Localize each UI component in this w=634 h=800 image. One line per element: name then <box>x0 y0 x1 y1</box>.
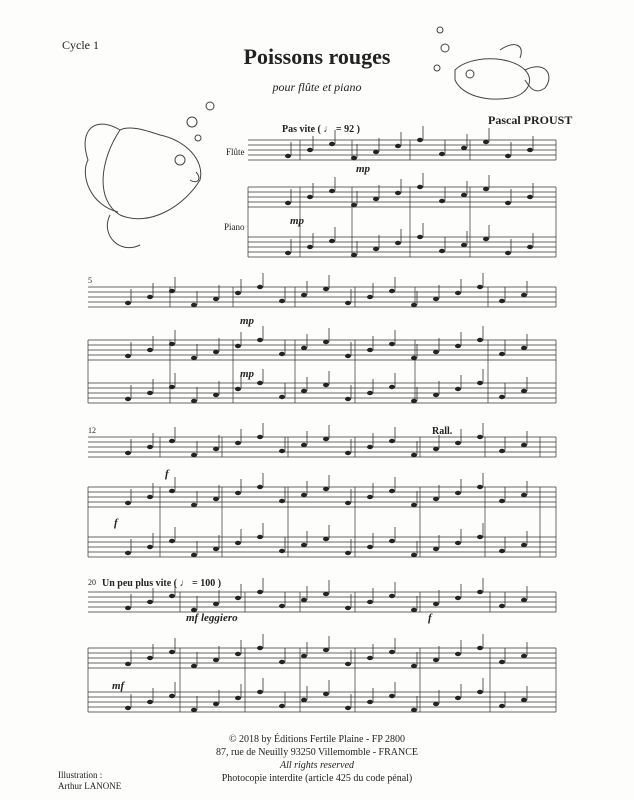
notehead <box>521 389 527 393</box>
notehead <box>169 289 175 293</box>
notehead <box>125 662 131 666</box>
notehead <box>499 660 505 664</box>
notehead <box>329 239 335 243</box>
staff-piano-bass-system3 <box>88 537 556 557</box>
notehead <box>169 650 175 654</box>
notehead <box>439 152 445 156</box>
notehead <box>477 435 483 439</box>
notehead <box>169 385 175 389</box>
notehead <box>499 449 505 453</box>
notehead <box>323 648 329 652</box>
notehead <box>527 148 533 152</box>
dynamic-mp-flute: mp <box>356 163 371 175</box>
goldfish-right-illustration <box>434 27 549 99</box>
notehead <box>389 385 395 389</box>
notehead <box>345 397 351 401</box>
notehead <box>323 287 329 291</box>
notehead <box>213 602 219 606</box>
dynamic-mp-piano: mp <box>290 215 305 227</box>
notehead <box>285 201 291 205</box>
notehead <box>367 700 373 704</box>
bar-number-5: 5 <box>88 276 92 285</box>
notehead <box>389 594 395 598</box>
notehead <box>411 399 417 403</box>
notehead <box>411 553 417 557</box>
goldfish-left-illustration <box>85 102 214 248</box>
notehead <box>147 700 153 704</box>
notehead <box>521 493 527 497</box>
notehead <box>477 535 483 539</box>
notehead <box>329 189 335 193</box>
notehead <box>411 664 417 668</box>
notehead <box>235 387 241 391</box>
notehead <box>301 654 307 658</box>
notehead <box>307 245 313 249</box>
notehead <box>323 692 329 696</box>
notehead <box>213 547 219 551</box>
notehead <box>257 690 263 694</box>
notehead <box>191 708 197 712</box>
notehead <box>373 150 379 154</box>
notehead <box>373 197 379 201</box>
staff-piano-bass-system4 <box>88 692 556 712</box>
notehead <box>433 350 439 354</box>
cycle-label: Cycle 1 <box>62 38 99 52</box>
notehead <box>433 447 439 451</box>
notehead <box>257 485 263 489</box>
notehead <box>417 138 423 142</box>
dynamic-mf-leggiero: mf leggiero <box>186 612 238 624</box>
notehead <box>499 395 505 399</box>
notehead <box>367 295 373 299</box>
staff-piano-treble-system4 <box>88 648 556 668</box>
notehead <box>323 592 329 596</box>
staff-flute-system3 <box>88 437 556 457</box>
notehead <box>455 387 461 391</box>
notehead <box>307 195 313 199</box>
notehead <box>411 453 417 457</box>
notehead <box>213 350 219 354</box>
notehead <box>477 646 483 650</box>
instrument-label-flute: Flûte <box>226 147 245 157</box>
notehead <box>235 491 241 495</box>
notehead <box>433 702 439 706</box>
notehead <box>345 451 351 455</box>
notehead <box>367 391 373 395</box>
notehead <box>499 604 505 608</box>
notehead <box>417 185 423 189</box>
notehead <box>411 303 417 307</box>
notehead <box>455 344 461 348</box>
notehead <box>455 491 461 495</box>
notehead <box>433 393 439 397</box>
notehead <box>323 487 329 491</box>
notehead <box>505 201 511 205</box>
notehead <box>323 537 329 541</box>
dynamic-mp-system2-flute: mp <box>240 315 255 327</box>
notehead <box>367 495 373 499</box>
notehead <box>125 551 131 555</box>
dynamic-f-piano: f <box>114 517 118 529</box>
notehead <box>301 598 307 602</box>
notehead <box>389 289 395 293</box>
notehead <box>191 399 197 403</box>
dynamic-mf-piano: mf <box>112 680 125 692</box>
notehead <box>483 140 489 144</box>
notehead <box>235 596 241 600</box>
notehead <box>169 489 175 493</box>
notehead <box>433 602 439 606</box>
notehead <box>323 340 329 344</box>
notehead <box>521 543 527 547</box>
notehead <box>279 395 285 399</box>
notehead <box>279 499 285 503</box>
notehead <box>439 249 445 253</box>
notehead <box>235 291 241 295</box>
notehead <box>125 606 131 610</box>
notehead <box>169 342 175 346</box>
notehead <box>499 704 505 708</box>
notehead <box>213 702 219 706</box>
notehead <box>477 590 483 594</box>
notehead <box>521 698 527 702</box>
notehead <box>191 553 197 557</box>
notehead <box>521 346 527 350</box>
footer-line-2: 87, rue de Neuilly 93250 Villemomble - FRANCE <box>216 747 418 758</box>
notehead <box>279 604 285 608</box>
notehead <box>499 549 505 553</box>
notehead <box>499 299 505 303</box>
notehead <box>367 600 373 604</box>
notehead <box>285 154 291 158</box>
notehead <box>191 453 197 457</box>
notehead <box>235 441 241 445</box>
notehead <box>307 148 313 152</box>
notehead <box>411 503 417 507</box>
notehead <box>521 598 527 602</box>
notehead <box>279 549 285 553</box>
notehead <box>411 708 417 712</box>
notehead <box>345 706 351 710</box>
piece-subtitle: pour flûte et piano <box>272 80 362 94</box>
notehead <box>389 342 395 346</box>
notehead <box>527 195 533 199</box>
notehead <box>345 606 351 610</box>
notehead <box>455 441 461 445</box>
notehead <box>477 690 483 694</box>
notehead <box>213 447 219 451</box>
notehead <box>389 539 395 543</box>
notehead <box>461 146 467 150</box>
staff-flute-system4 <box>88 592 556 612</box>
notehead <box>433 547 439 551</box>
notehead <box>461 193 467 197</box>
notehead <box>147 495 153 499</box>
notehead <box>455 596 461 600</box>
notehead <box>125 354 131 358</box>
notehead <box>505 154 511 158</box>
notehead <box>191 503 197 507</box>
notehead <box>477 338 483 342</box>
notehead <box>455 696 461 700</box>
notehead <box>147 445 153 449</box>
notehead <box>301 443 307 447</box>
notehead <box>125 397 131 401</box>
notehead <box>395 241 401 245</box>
notehead <box>257 338 263 342</box>
notehead <box>483 237 489 241</box>
piece-title: Poissons rouges <box>243 44 391 69</box>
notehead <box>235 696 241 700</box>
staff-flute-system2 <box>88 287 556 307</box>
notehead <box>367 445 373 449</box>
notehead <box>505 251 511 255</box>
notehead <box>345 501 351 505</box>
notehead <box>301 698 307 702</box>
notehead <box>279 299 285 303</box>
illustration-credit <box>58 770 121 792</box>
notehead <box>235 541 241 545</box>
footer-line-1: © 2018 by Éditions Fertile Plaine - FP 2800 <box>228 734 406 745</box>
notehead <box>257 535 263 539</box>
notehead <box>125 301 131 305</box>
notehead <box>389 650 395 654</box>
notehead <box>301 346 307 350</box>
staff-piano-treble-system3 <box>88 487 556 507</box>
notehead <box>147 295 153 299</box>
notehead <box>433 658 439 662</box>
notehead <box>169 439 175 443</box>
notehead <box>367 545 373 549</box>
notehead <box>147 545 153 549</box>
notehead <box>417 235 423 239</box>
notehead <box>147 391 153 395</box>
notehead <box>279 704 285 708</box>
notehead <box>301 389 307 393</box>
notehead <box>329 142 335 146</box>
notehead <box>345 354 351 358</box>
notehead <box>125 451 131 455</box>
notehead <box>301 293 307 297</box>
notehead <box>345 301 351 305</box>
notehead <box>125 706 131 710</box>
notehead <box>411 356 417 360</box>
bar-number-12: 12 <box>88 426 96 435</box>
illustration-artist: Arthur LANONE <box>58 781 122 791</box>
notehead <box>527 245 533 249</box>
notehead <box>285 251 291 255</box>
staff-piano-bass-system2 <box>88 383 556 403</box>
notehead <box>235 652 241 656</box>
staff-piano-treble-system2 <box>88 340 556 360</box>
notehead <box>499 499 505 503</box>
notehead <box>483 187 489 191</box>
footer-line-3: All rights reserved <box>279 760 355 771</box>
notehead <box>411 608 417 612</box>
bar-number-20: 20 <box>88 578 96 587</box>
notehead <box>213 393 219 397</box>
notehead <box>213 658 219 662</box>
instrument-label-piano: Piano <box>224 222 245 232</box>
notehead <box>351 253 357 257</box>
notehead <box>461 243 467 247</box>
notehead <box>395 144 401 148</box>
notehead <box>279 660 285 664</box>
notehead <box>477 485 483 489</box>
notehead <box>389 489 395 493</box>
notehead <box>367 348 373 352</box>
notehead <box>351 203 357 207</box>
notehead <box>257 381 263 385</box>
notehead <box>125 501 131 505</box>
notehead <box>213 497 219 501</box>
notehead <box>257 590 263 594</box>
notehead <box>279 449 285 453</box>
notehead <box>257 285 263 289</box>
notehead <box>323 437 329 441</box>
notehead <box>455 652 461 656</box>
notehead <box>521 654 527 658</box>
dynamic-f-flute: f <box>165 468 169 480</box>
notehead <box>235 344 241 348</box>
notehead <box>345 551 351 555</box>
notehead <box>433 297 439 301</box>
notehead <box>521 293 527 297</box>
composer-name: Pascal PROUST <box>488 113 573 127</box>
notehead <box>395 191 401 195</box>
notehead <box>455 291 461 295</box>
notehead <box>389 439 395 443</box>
dynamic-mp-system2-piano: mp <box>240 368 255 380</box>
notehead <box>301 543 307 547</box>
notehead <box>147 348 153 352</box>
notehead <box>367 656 373 660</box>
notehead <box>191 664 197 668</box>
dynamic-f-system4: f <box>428 612 432 624</box>
tempo-marking-2: Un peu plus vite ( ♩ = 100 ) <box>102 578 222 589</box>
rall-marking: Rall. <box>432 426 453 437</box>
notehead <box>257 435 263 439</box>
notehead <box>191 303 197 307</box>
notehead <box>169 594 175 598</box>
notehead <box>499 352 505 356</box>
notehead <box>345 662 351 666</box>
tempo-marking-1: Pas vite ( ♩ = 92 ) <box>282 124 360 135</box>
notehead <box>455 541 461 545</box>
notehead <box>477 285 483 289</box>
footer-line-4: Photocopie interdite (article 425 du code pénal) <box>221 773 413 784</box>
notehead <box>477 381 483 385</box>
notehead <box>301 493 307 497</box>
notehead <box>279 352 285 356</box>
notehead <box>147 600 153 604</box>
notehead <box>389 694 395 698</box>
notehead <box>169 539 175 543</box>
notehead <box>169 694 175 698</box>
notehead <box>323 383 329 387</box>
notehead <box>439 199 445 203</box>
notehead <box>257 646 263 650</box>
notehead <box>147 656 153 660</box>
notehead <box>213 297 219 301</box>
notehead <box>373 247 379 251</box>
illustration-label: Illustration : <box>58 770 103 780</box>
notehead <box>521 443 527 447</box>
notehead <box>433 497 439 501</box>
notehead <box>351 156 357 160</box>
notehead <box>191 356 197 360</box>
